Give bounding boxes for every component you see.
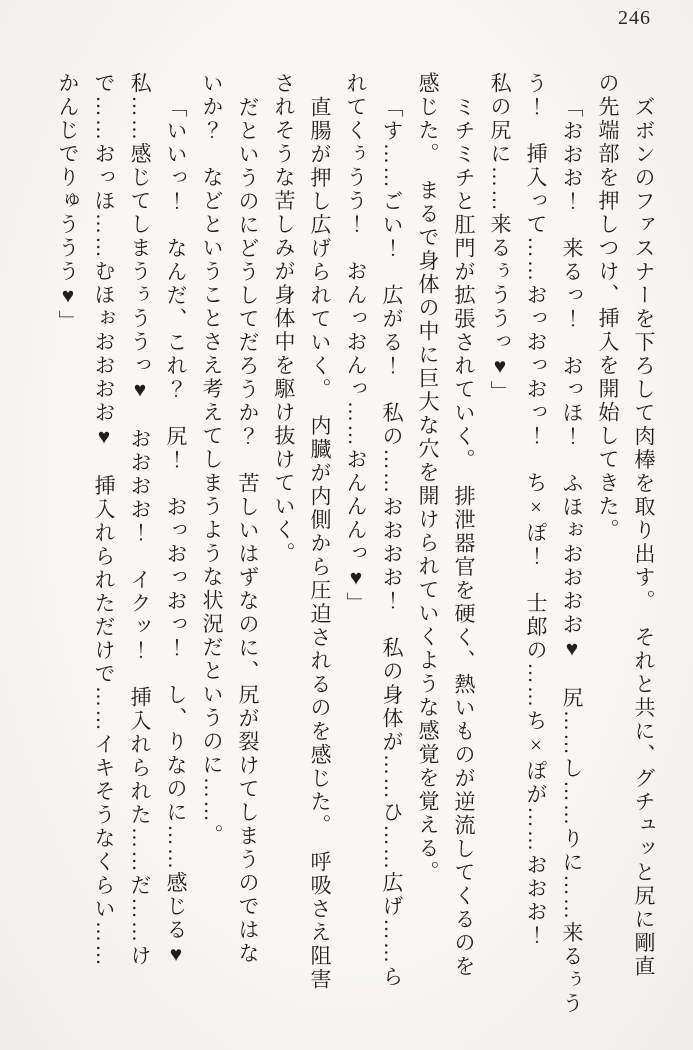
text-column-14: 「いいっ！ なんだ、これ？ 尻！ おっおっおっ！ し、りなのに……感じる♥ xyxy=(164,96,188,969)
text-column-8: 「す……ごい！ 広がる！ 私の……おおおお！ 私の身体が……ひ……広げ……ら xyxy=(380,96,404,989)
text-column-17: かんじでりゅううう♥」 xyxy=(56,72,80,334)
text-column-13: いか？ などということさえ考えてしまうような状況だというのに……。 xyxy=(200,72,224,848)
text-column-7: 感じた。 まるで身体の中に巨大な穴を開けられていくような感覚を覚える。 xyxy=(416,72,440,884)
text-column-15: 私……感じてしまうぅううっ♥ おおおお！ イクッ！ 挿入れられた……だ……け xyxy=(128,72,152,968)
text-column-3: 「おおお！ 来るっ！ おっほ！ ふほぉおおおお♥ 尻……し……りに……来るぅう xyxy=(560,96,584,1016)
text-column-1: ズボンのファスナーを下ろして肉棒を取り出す。 それと共に、グチュッと尻に剛直 xyxy=(632,96,656,979)
text-column-6: ミチミチと肛門が拡張されていく。 排泄器官を硬く、熱いものが逆流してくるのを xyxy=(452,96,476,979)
text-column-11: されそうな苦しみが身体中を駆け抜けていく。 xyxy=(272,72,296,566)
text-column-16: で……おっほ……むほぉおおおお♥ 挿入れられただけで……イキそうなくらい…… xyxy=(92,72,116,968)
text-block xyxy=(50,72,662,1022)
text-column-2: の先端部を押しつけ、挿入を開始してきた。 xyxy=(596,72,620,542)
text-column-10: 直腸が押し広げられていく。 内臓が内側から圧迫されるのを感じた。 呼吸さえ阻害 xyxy=(308,96,332,992)
text-column-9: れてくぅうう！ おんっおんっ……おんんんっ♥」 xyxy=(344,72,368,616)
text-column-5: 私の尻に……来るぅううっ♥」 xyxy=(488,72,512,404)
text-column-12: だというのにどうしてだろうか？ 苦しいはずなのに、尻が裂けてしまうのではな xyxy=(236,96,260,966)
page-number: 246 xyxy=(618,7,651,29)
text-column-4: う！ 挿入って……おっおっおっ！ ち×ぽ！ 士郎の……ち×ぽが……おおお！ xyxy=(524,72,548,948)
